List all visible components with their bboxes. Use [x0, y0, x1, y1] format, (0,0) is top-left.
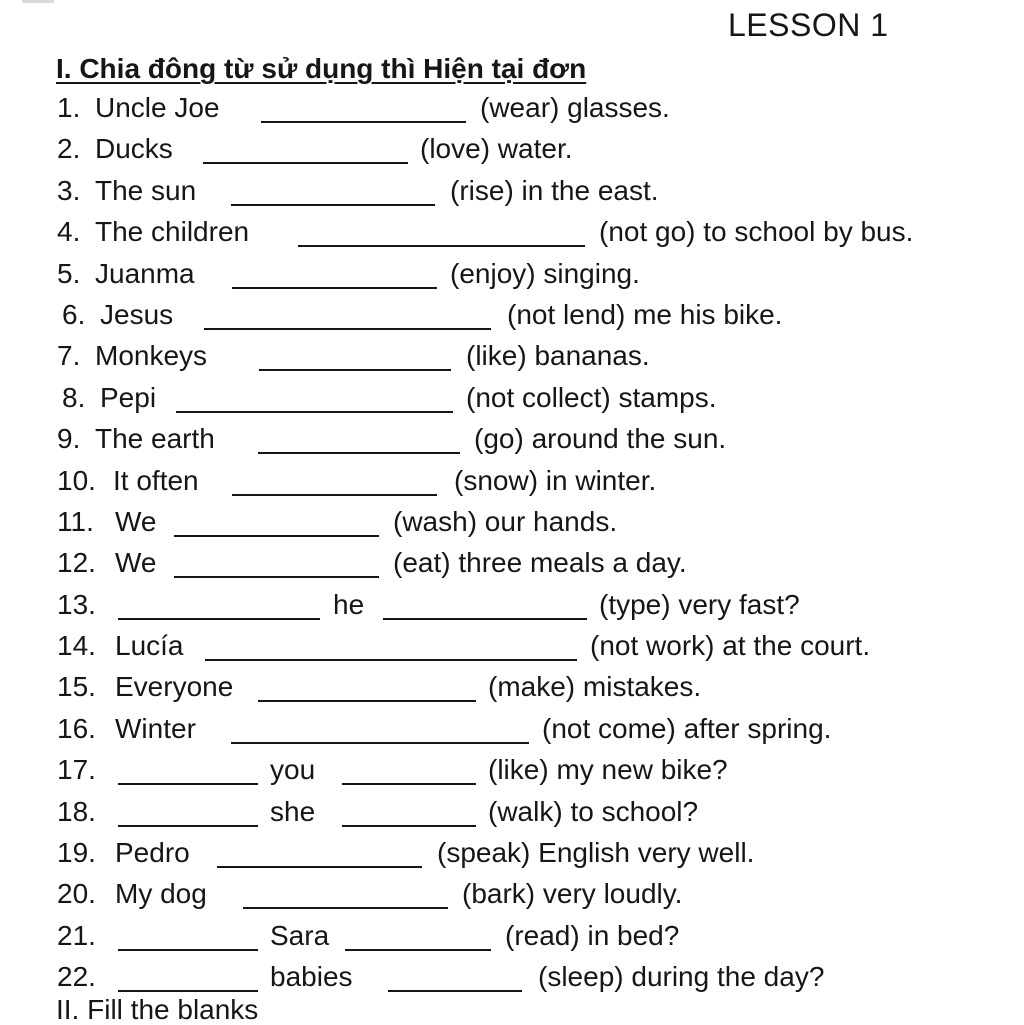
item-verb-prompt: (wear) glasses. [480, 92, 670, 123]
item-verb-prompt: (snow) in winter. [454, 464, 657, 496]
exercise-item-20 [0, 873, 1024, 914]
item-verb-prompt: (like) my new bike? [488, 754, 728, 786]
item-verb-prompt: (not collect) stamps. [466, 381, 717, 413]
answer-blank-auxiliary[interactable] [118, 588, 320, 620]
item-number: 7. [57, 340, 81, 372]
answer-blank[interactable] [204, 298, 491, 330]
exercise-list [0, 87, 1024, 998]
answer-blank-auxiliary[interactable] [118, 919, 258, 951]
item-subject: you [270, 754, 316, 786]
answer-blank[interactable] [232, 464, 437, 496]
answer-blank[interactable] [342, 795, 476, 827]
answer-blank-auxiliary[interactable] [118, 795, 258, 827]
answer-blank[interactable] [261, 91, 466, 123]
exercise-item-1 [0, 87, 1024, 128]
item-subject: he [333, 588, 365, 620]
exercise-item-8 [0, 377, 1024, 418]
item-subject: Monkeys [95, 340, 208, 372]
exercise-item-10 [0, 460, 1024, 501]
lesson-title: LESSON 1 [728, 7, 889, 43]
item-subject: Lucía [115, 630, 184, 662]
exercise-item-6 [0, 294, 1024, 335]
answer-blank[interactable] [342, 753, 476, 785]
item-subject: The children [95, 216, 250, 248]
item-verb-prompt: (like) bananas. [466, 340, 650, 372]
item-number: 11. [57, 505, 94, 537]
item-verb-prompt: (rise) in the east. [450, 174, 659, 206]
item-number: 3. [57, 174, 81, 206]
exercise-item-9 [0, 418, 1024, 459]
item-subject: Ducks [95, 133, 173, 165]
item-verb-prompt: (not lend) me his bike. [507, 298, 783, 330]
item-subject: It often [113, 464, 199, 496]
item-verb-prompt: (not go) to school by bus. [599, 216, 914, 248]
item-number: 14. [57, 630, 96, 662]
item-number: 10. [57, 464, 96, 496]
answer-blank[interactable] [258, 422, 460, 454]
item-verb-prompt: (read) in bed? [505, 919, 680, 951]
exercise-item-13 [0, 584, 1024, 625]
item-number: 15. [57, 671, 96, 703]
item-verb-prompt: (bark) very loudly. [462, 878, 683, 910]
item-verb-prompt: (enjoy) singing. [450, 257, 640, 289]
item-number: 9. [57, 423, 81, 455]
answer-blank[interactable] [298, 215, 585, 247]
exercise-item-5 [0, 253, 1024, 294]
exercise-item-15 [0, 666, 1024, 707]
next-section-heading: II. Fill the blanks [56, 994, 259, 1025]
item-subject: Uncle Joe [95, 92, 220, 123]
item-number: 21. [57, 919, 96, 951]
answer-blank[interactable] [174, 546, 379, 578]
answer-blank[interactable] [383, 588, 587, 620]
item-subject: We [115, 505, 157, 537]
exercise-item-11 [0, 501, 1024, 542]
item-subject: Juanma [95, 257, 195, 289]
item-number: 5. [57, 257, 81, 289]
item-number: 1. [57, 92, 81, 123]
exercise-item-17 [0, 749, 1024, 790]
item-subject: We [115, 547, 157, 579]
exercise-item-19 [0, 832, 1024, 873]
item-subject: babies [270, 961, 353, 993]
item-verb-prompt: (eat) three meals a day. [393, 547, 687, 579]
exercise-item-18 [0, 791, 1024, 832]
item-verb-prompt: (go) around the sun. [474, 423, 727, 455]
answer-blank[interactable] [231, 174, 435, 206]
item-subject: Sara [270, 919, 330, 951]
answer-blank[interactable] [232, 257, 437, 289]
answer-blank[interactable] [203, 132, 408, 164]
item-number: 22. [57, 961, 96, 993]
answer-blank[interactable] [217, 836, 422, 868]
answer-blank[interactable] [205, 629, 577, 661]
exercise-item-2 [0, 128, 1024, 169]
item-number: 4. [57, 216, 81, 248]
exercise-item-14 [0, 625, 1024, 666]
answer-blank[interactable] [174, 505, 379, 537]
answer-blank[interactable] [388, 960, 522, 992]
item-verb-prompt: (type) very fast? [599, 588, 800, 620]
item-subject: Everyone [115, 671, 234, 703]
item-verb-prompt: (sleep) during the day? [538, 961, 825, 993]
exercise-item-21 [0, 915, 1024, 956]
item-subject: My dog [115, 878, 207, 910]
item-subject: The earth [95, 423, 215, 455]
item-subject: Jesus [100, 298, 174, 330]
item-number: 19. [57, 837, 96, 869]
answer-blank-auxiliary[interactable] [118, 960, 258, 992]
answer-blank[interactable] [176, 381, 453, 413]
exercise-item-22 [0, 956, 1024, 997]
answer-blank[interactable] [345, 919, 491, 951]
item-number: 12. [57, 547, 96, 579]
answer-blank[interactable] [231, 712, 529, 744]
answer-blank[interactable] [258, 670, 476, 702]
item-number: 8. [62, 381, 86, 413]
item-subject: The sun [95, 174, 197, 206]
item-verb-prompt: (not work) at the court. [590, 630, 871, 662]
item-subject: Winter [115, 712, 196, 744]
answer-blank[interactable] [243, 877, 448, 909]
item-number: 13. [57, 588, 96, 620]
item-verb-prompt: (wash) our hands. [393, 505, 618, 537]
item-subject: Pedro [115, 837, 190, 869]
item-subject: Pepi [100, 381, 157, 413]
item-number: 20. [57, 878, 96, 910]
exercise-item-12 [0, 542, 1024, 583]
exercise-item-7 [0, 335, 1024, 376]
item-subject: she [270, 795, 316, 827]
item-number: 18. [57, 795, 96, 827]
item-number: 2. [57, 133, 81, 165]
item-verb-prompt: (not come) after spring. [542, 712, 832, 744]
answer-blank[interactable] [259, 339, 451, 371]
item-verb-prompt: (speak) English very well. [437, 837, 755, 869]
item-verb-prompt: (walk) to school? [488, 795, 699, 827]
answer-blank-auxiliary[interactable] [118, 753, 258, 785]
item-number: 6. [62, 298, 86, 330]
exercise-item-4 [0, 211, 1024, 252]
exercise-item-3 [0, 170, 1024, 211]
item-verb-prompt: (make) mistakes. [488, 671, 702, 703]
exercise-item-16 [0, 708, 1024, 749]
section-heading: I. Chia đông từ sử dụng thì Hiện tại đơn [56, 53, 587, 84]
item-number: 16. [57, 712, 96, 744]
item-number: 17. [57, 754, 96, 786]
item-verb-prompt: (love) water. [420, 133, 573, 165]
corner-mark [22, 0, 54, 3]
